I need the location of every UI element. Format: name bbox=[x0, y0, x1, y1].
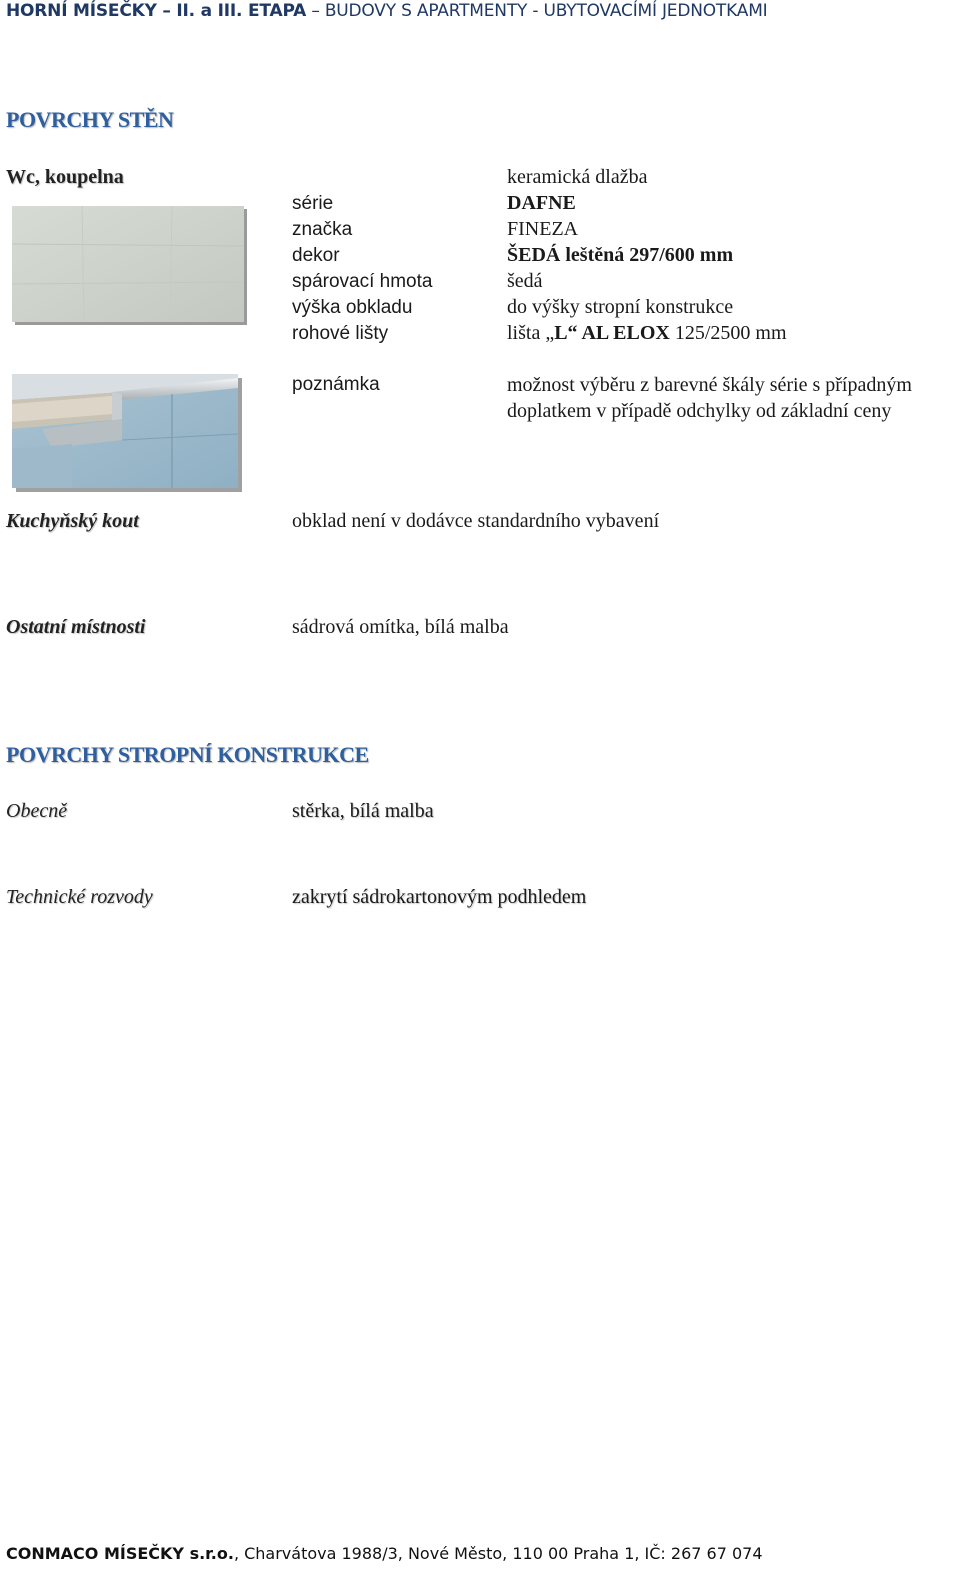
value-tile-height: do výšky stropní konstrukce bbox=[507, 296, 734, 318]
corner-bold: L“ AL ELOX bbox=[554, 322, 670, 344]
document-header bbox=[6, 1, 767, 21]
bathroom-material-type: keramická dlažba bbox=[507, 166, 648, 188]
label-tile-height: výška obkladu bbox=[292, 297, 413, 318]
label-note: poznámka bbox=[292, 374, 380, 395]
header-title-rest: – BUDOVY S APARTMENTY - UBYTOVACÍMÍ JEDNOTKAMI bbox=[306, 1, 768, 21]
note-line-2: doplatkem v případě odchylky od základní ceny bbox=[507, 400, 892, 422]
footer-address: , Charvátova 1988/3, Nové Město, 110 00 Praha 1, IČ: 267 67 074 bbox=[233, 1544, 763, 1563]
corner-prefix: lišta „ bbox=[507, 322, 555, 344]
value-other: sádrová omítka, bílá malba bbox=[292, 616, 509, 638]
header-title-bold: HORNÍ MÍSEČKY – II. a III. ETAPA bbox=[6, 1, 307, 21]
tile-image bbox=[12, 206, 244, 322]
note-line-1: možnost výběru z barevné škály série s případným bbox=[507, 374, 912, 396]
section-heading-ceiling: POVRCHY STROPNÍ KONSTRUKCE bbox=[6, 742, 369, 767]
document-footer bbox=[6, 1544, 763, 1563]
label-brand: značka bbox=[292, 219, 353, 240]
corner-suffix: 125/2500 mm bbox=[669, 322, 787, 344]
value-technical: zakrytí sádrokartonovým podhledem bbox=[292, 886, 587, 908]
room-technical: Technické rozvody bbox=[6, 886, 153, 908]
footer-company: CONMACO MÍSEČKY s.r.o. bbox=[6, 1544, 234, 1563]
value-kitchen: obklad není v dodávce standardního vybavení bbox=[292, 510, 660, 532]
profile-image bbox=[12, 374, 238, 488]
value-brand: FINEZA bbox=[507, 218, 579, 240]
label-corner-strips: rohové lišty bbox=[292, 323, 389, 344]
label-series: série bbox=[292, 193, 334, 214]
section-heading-walls: POVRCHY STĚN bbox=[6, 107, 174, 132]
value-decor: ŠEDÁ leštěná 297/600 mm bbox=[507, 244, 734, 266]
label-grout: spárovací hmota bbox=[292, 271, 433, 292]
room-other: Ostatní místnosti bbox=[6, 616, 146, 638]
value-general: stěrka, bílá malba bbox=[292, 800, 434, 822]
label-decor: dekor bbox=[292, 245, 340, 266]
value-corner-strips bbox=[507, 322, 787, 345]
room-bathroom: Wc, koupelna bbox=[6, 166, 124, 188]
room-kitchen: Kuchyňský kout bbox=[6, 510, 139, 532]
value-series: DAFNE bbox=[507, 192, 576, 214]
room-general: Obecně bbox=[6, 800, 68, 822]
value-grout: šedá bbox=[507, 270, 543, 292]
